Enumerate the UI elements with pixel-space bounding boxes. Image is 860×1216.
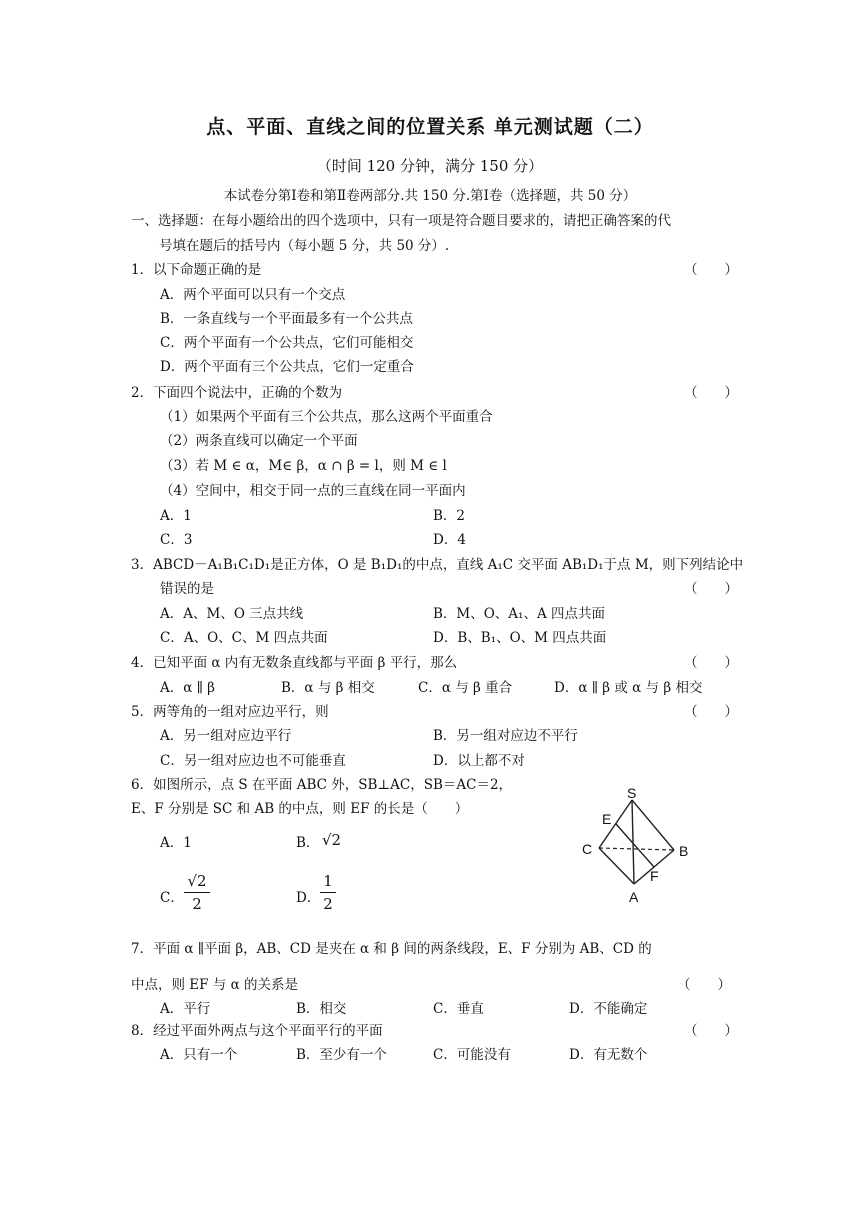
edge-sb — [632, 800, 674, 850]
q4-option-b: B．α 与 β 相交 — [281, 680, 375, 696]
q2-option-b: B．2 — [433, 508, 466, 524]
q2-statement-1: （1）如果两个平面有三个公共点，那么这两个平面重合 — [160, 409, 493, 425]
edge-ca — [599, 848, 634, 884]
q6-option-c-numerator: √2 — [187, 872, 207, 890]
q6-option-b-label: B． — [296, 835, 320, 851]
q1-option-b: B．一条直线与一个平面最多有一个公共点 — [160, 311, 413, 327]
q2-statement-4: （4）空间中，相交于同一点的三直线在同一平面内 — [160, 483, 466, 499]
q4-stem: 4．已知平面 α 内有无数条直线都与平面 β 平行，那么 — [131, 655, 458, 671]
q8-option-c: C．可能没有 — [433, 1047, 511, 1063]
q2-statement-3: （3）若 M ∈ α，M∈ β，α ∩ β = l，则 M ∈ l — [160, 458, 447, 474]
q7-stem: 7．平面 α ∥平面 β，AB、CD 是夹在 α 和 β 间的两条线段，E、F 分别为 AB、CD 的 — [131, 941, 652, 957]
q7-answer-blank: （ ） — [677, 977, 731, 993]
q2-stem: 2．下面四个说法中，正确的个数为 — [131, 385, 343, 401]
q3-option-d: D．B、B₁、O、M 四点共面 — [433, 630, 607, 646]
q1-option-c: C．两个平面有一个公共点，它们可能相交 — [160, 335, 414, 351]
q7-option-a: A．平行 — [160, 1001, 211, 1017]
q8-option-a: A．只有一个 — [160, 1047, 238, 1063]
q4-option-a: A．α ∥ β — [160, 680, 215, 696]
q6-option-d-label: D． — [296, 890, 321, 906]
q3-option-c: C．A、O、C、M 四点共面 — [160, 630, 328, 646]
q4-answer-blank: （ ） — [684, 655, 738, 671]
q8-answer-blank: （ ） — [684, 1023, 738, 1039]
q6-option-d-fraction — [320, 872, 336, 913]
q3-answer-blank: （ ） — [684, 581, 738, 597]
q8-stem: 8．经过平面外两点与这个平面平行的平面 — [131, 1023, 383, 1039]
q6-option-d-numerator: 1 — [323, 872, 333, 890]
q6-option-c-label: C． — [160, 890, 184, 906]
label-a: A — [629, 889, 639, 905]
q7-option-d: D．不能确定 — [569, 1001, 648, 1017]
q3-option-a: A．A、M、O 三点共线 — [160, 606, 304, 622]
paper-intro: 本试卷分第Ⅰ卷和第Ⅱ卷两部分.共 150 分.第Ⅰ卷（选择题，共 50 分） — [223, 188, 637, 204]
label-b: B — [679, 843, 689, 859]
section-heading-line2: 号填在题后的括号内（每小题 5 分，共 50 分）. — [159, 238, 450, 254]
q8-option-b: B．至少有一个 — [296, 1047, 387, 1063]
q1-option-a: A．两个平面可以只有一个交点 — [160, 287, 346, 303]
q1-stem: 1．以下命题正确的是 — [131, 262, 262, 278]
exam-info: （时间 120 分钟，满分 150 分） — [316, 157, 544, 175]
fraction-bar — [184, 892, 210, 893]
q3-stem-cont: 错误的是 — [160, 581, 214, 597]
q2-option-d: D．4 — [433, 532, 466, 548]
q4-option-d: D．α ∥ β 或 α 与 β 相交 — [554, 680, 703, 696]
label-f: F — [650, 868, 659, 884]
q5-option-b: B．另一组对应边不平行 — [433, 728, 578, 744]
q1-option-d: D．两个平面有三个公共点，它们一定重合 — [160, 359, 414, 375]
q6-figure — [570, 788, 700, 908]
q2-statement-2: （2）两条直线可以确定一个平面 — [160, 433, 358, 449]
q5-option-c: C．另一组对应边也不可能垂直 — [160, 753, 346, 769]
q2-answer-blank: （ ） — [684, 385, 738, 401]
q4-option-c: C．α 与 β 重合 — [418, 680, 513, 696]
q2-option-c: C．3 — [160, 532, 193, 548]
fraction-bar — [320, 892, 336, 893]
q3-stem: 3．ABCD－A₁B₁C₁D₁是正方体，O 是 B₁D₁的中点，直线 A₁C 交平面 AB₁D₁于点 M，则下列结论中 — [131, 557, 744, 573]
label-c: C — [582, 841, 593, 857]
q6-stem: 6．如图所示，点 S 在平面 ABC 外，SB⊥AC，SB＝AC＝2， — [131, 777, 513, 793]
q7-option-c: C．垂直 — [433, 1001, 484, 1017]
segment-ef — [616, 824, 654, 867]
q3-option-b: B．M、O、A₁、A 四点共面 — [433, 606, 606, 622]
q7-stem-cont: 中点，则 EF 与 α 的关系是 — [131, 977, 299, 993]
q2-option-a: A．1 — [160, 508, 192, 524]
q5-answer-blank: （ ） — [684, 704, 738, 720]
q5-option-a: A．另一组对应边平行 — [160, 728, 292, 744]
q8-option-d: D．有无数个 — [569, 1047, 648, 1063]
q6-option-d-denominator: 2 — [323, 895, 333, 913]
q5-option-d: D．以上都不对 — [433, 753, 525, 769]
q6-option-c-fraction — [184, 872, 210, 913]
q6-option-a: A．1 — [160, 835, 192, 851]
q6-stem-cont: E、F 分别是 SC 和 AB 的中点，则 EF 的长是（ ） — [131, 801, 469, 817]
q1-answer-blank: （ ） — [684, 262, 738, 278]
label-s: S — [627, 788, 637, 801]
q5-stem: 5．两等角的一组对应边平行，则 — [131, 704, 329, 720]
page-title: 点、平面、直线之间的位置关系 单元测试题（二） — [206, 116, 654, 138]
edge-cb-hidden — [599, 848, 674, 850]
section-heading-line1: 一、选择题：在每小题给出的四个选项中，只有一项是符合题目要求的，请把正确答案的代 — [131, 213, 671, 229]
q6-option-c-denominator: 2 — [192, 895, 202, 913]
q7-option-b: B．相交 — [296, 1001, 347, 1017]
q6-option-b-value: √2 — [322, 831, 342, 849]
label-e: E — [602, 811, 612, 827]
